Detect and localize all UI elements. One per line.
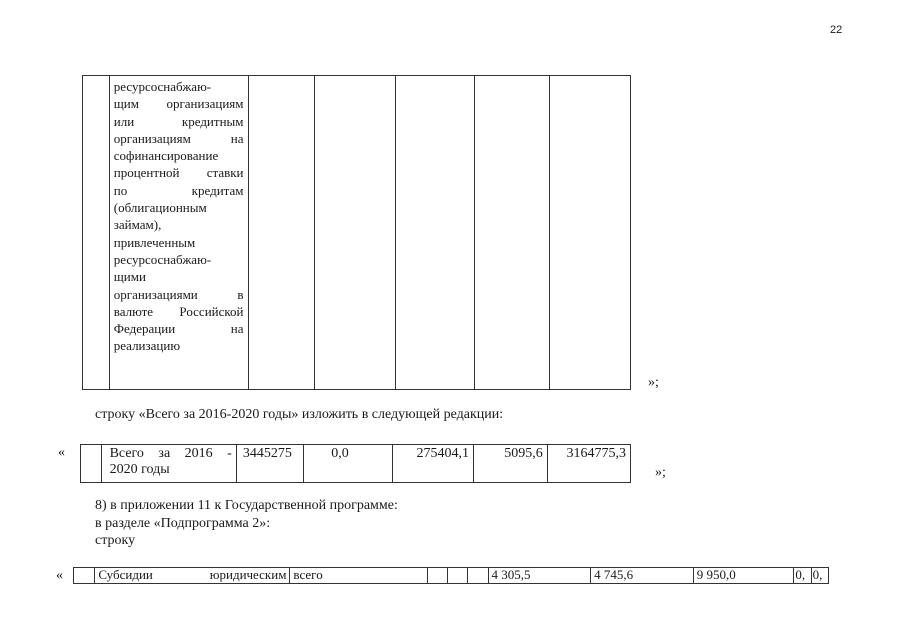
table-cell-value: 9 950,0: [693, 568, 794, 584]
table-cell-value: [314, 76, 395, 390]
table-cell-value: 3445275: [236, 445, 303, 483]
text-line: привлеченным: [113, 234, 196, 250]
table-cell-type: всего: [290, 568, 427, 584]
text-line: ресурсоснабжаю-: [113, 251, 212, 267]
text-line: щим организациям: [113, 96, 244, 112]
table-cell-value: [475, 76, 549, 390]
opening-quote: «: [56, 568, 63, 583]
table-cell-label: [101, 445, 236, 483]
paragraph-row: строку: [95, 533, 136, 548]
text-line: по кредитам: [113, 182, 244, 198]
total-label-line2: 2020 годы: [109, 462, 170, 477]
text-line: процентной ставки: [113, 165, 244, 181]
table-total-row: [80, 444, 631, 483]
table-cell-empty: [447, 568, 467, 584]
table-cell-value: 4 305,5: [488, 568, 591, 584]
text-line: или кредитным: [113, 113, 244, 129]
table-cell-empty: [427, 568, 447, 584]
table-cell-number: [83, 76, 110, 390]
subsidy-label: Субсидии юридическим: [98, 567, 287, 582]
text-line: ресурсоснабжаю-: [113, 79, 212, 94]
table-cell-description: [109, 76, 248, 390]
paragraph-total-row: строку «Всего за 2016-2020 годы» изложить в следующей редакции:: [95, 407, 504, 422]
table-cell-number: [74, 568, 95, 584]
text-line: организациям на: [113, 130, 244, 146]
text-line: организациями в: [113, 286, 244, 302]
total-label-line1: Всего за 2016 -: [109, 446, 232, 461]
paragraph-appendix: 8) в приложении 11 к Государственной программе:: [95, 498, 398, 513]
text-line: щими: [113, 269, 146, 285]
table-cell-value: [248, 76, 314, 390]
paragraph-section: в разделе «Подпрограмма 2»:: [95, 516, 271, 531]
text-line: софинансирование: [113, 148, 219, 164]
table-cell-value: 3164775,3: [547, 445, 630, 483]
text-line: займам),: [113, 217, 162, 233]
table-cell-empty: [468, 568, 488, 584]
table-cell-value: 0,0: [304, 445, 393, 483]
table-cell-value: 275404,1: [392, 445, 473, 483]
closing-quote: »;: [655, 465, 666, 480]
description-text: [110, 76, 248, 355]
table-subsidy-continuation: [82, 75, 631, 390]
table-cell-label: [95, 568, 290, 584]
table-cell-value: 5095,6: [474, 445, 548, 483]
table-row: [83, 76, 631, 390]
table-cell-value: 0,: [794, 568, 811, 584]
text-line: (облигационным: [113, 200, 207, 216]
table-subprogram-row: [73, 567, 829, 584]
text-line: валюте Российской: [113, 303, 244, 319]
opening-quote: «: [58, 445, 65, 460]
table-cell-value: 4 745,6: [591, 568, 694, 584]
text-line: Федерации на: [113, 321, 244, 337]
table-cell-value: 0,: [811, 568, 828, 584]
page-number: 22: [830, 24, 843, 36]
text-line: реализацию: [113, 338, 181, 354]
table-cell-number: [81, 445, 102, 483]
closing-quote: »;: [648, 375, 659, 390]
table-row: [74, 568, 829, 584]
table-cell-value: [549, 76, 630, 390]
table-cell-value: [396, 76, 475, 390]
table-row: [81, 445, 631, 483]
